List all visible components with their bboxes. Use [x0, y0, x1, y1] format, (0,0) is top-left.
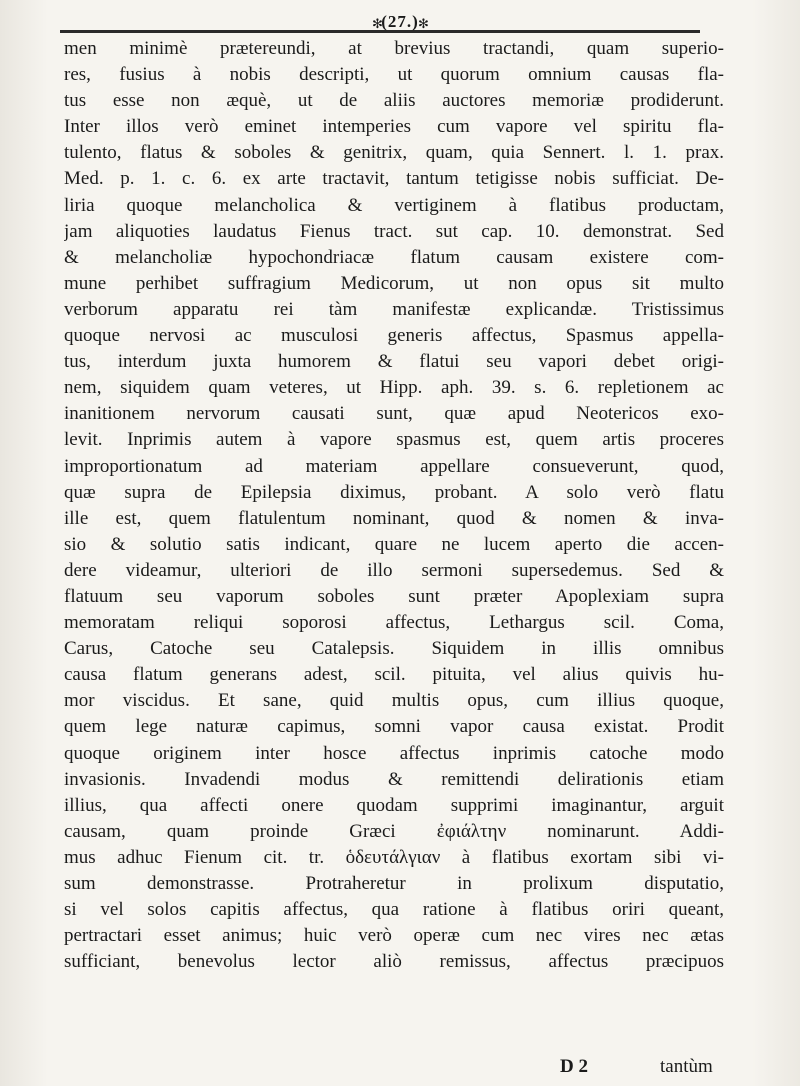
text-line: mor viscidus. Et sane, quid multis opus, cum illius quoque,	[64, 690, 724, 712]
text-line: verborum apparatu rei tàm manifestæ explicandæ. Tristissimus	[64, 298, 724, 320]
page-header	[0, 6, 800, 34]
text-line: men minimè prætereundi, at brevius tractandi, quam superio-	[64, 38, 724, 59]
text-line: invasionis. Invadendi modus & remittendi delirationis etiam	[64, 768, 724, 790]
text-line: quoque originem inter hosce affectus inprimis catoche modo	[64, 742, 724, 764]
text-line: causa flatum generans adest, scil. pituita, vel alius quivis hu-	[64, 664, 724, 686]
text-line: & melancholiæ hypochondriacæ flatum causam existere com-	[64, 246, 724, 268]
catchword: tantùm	[660, 1056, 713, 1077]
text-line: illius, qua affecti onere quodam supprimi imaginantur, arguit	[64, 794, 724, 816]
text-line: sio & solutio satis indicant, quare ne lucem aperto die accen-	[64, 533, 724, 555]
text-line: dere videamur, ulteriori de illo sermoni supersedemus. Sed &	[64, 559, 724, 581]
ornament-right-icon: ✻	[418, 16, 429, 31]
text-line: tulento, flatus & soboles & genitrix, quam, quia Sennert. l. 1. prax.	[64, 142, 724, 164]
text-line: jam aliquoties laudatus Fienus tract. sut cap. 10. demonstrat. Sed	[64, 220, 724, 242]
text-line: levit. Inprimis autem à vapore spasmus est, quem artis proceres	[64, 429, 724, 451]
text-line: Med. p. 1. c. 6. ex arte tractavit, tantum tetigisse nobis sufficiat. De-	[64, 168, 724, 190]
text-line: causam, quam proinde Græci ἐφιάλτην nominarunt. Addi-	[64, 820, 724, 842]
text-line: improportionatum ad materiam appellare consueverunt, quod,	[64, 455, 724, 477]
text-line: Carus, Catoche seu Catalepsis. Siquidem in illis omnibus	[64, 638, 724, 660]
ornament-left-icon: ✻	[372, 16, 383, 31]
text-line: tus, interdum juxta humorem & flatui seu vapori debet origi-	[64, 351, 724, 373]
text-line: mus adhuc Fienum cit. tr. ὁδευτάλγιαν à flatibus exortam sibi vi-	[64, 846, 724, 868]
text-line: mune perhibet suffragium Medicorum, ut non opus sit multo	[64, 272, 724, 294]
text-line: quæ supra de Epilepsia diximus, probant. A solo verò flatu	[64, 481, 724, 503]
text-line: inanitionem nervorum causati sunt, quæ apud Neotericos exo-	[64, 403, 724, 425]
text-line: flatuum seu vaporum soboles sunt præter Apoplexiam supra	[64, 585, 724, 607]
text-line: quoque nervosi ac musculosi generis affectus, Spasmus appella-	[64, 325, 724, 347]
text-line: Inter illos verò eminet intemperies cum vapore vel spiritu fla-	[64, 116, 724, 138]
page-number: (27.)	[381, 12, 419, 31]
text-line: sum demonstrasse. Protraheretur in prolixum disputatio,	[64, 873, 724, 894]
text-line: sufficiant, benevolus lector aliò remissus, affectus præcipuos	[64, 951, 724, 973]
text-line: quem lege naturæ capimus, somni vapor causa existat. Prodit	[64, 716, 724, 738]
text-line: tus esse non æquè, ut de aliis auctores memoriæ prodiderunt.	[64, 90, 724, 112]
text-line: si vel solos capitis affectus, qua ratione à flatibus oriri queant,	[64, 899, 724, 921]
text-line: memoratam reliqui soporosi affectus, Lethargus scil. Coma,	[64, 612, 724, 634]
text-line: liria quoque melancholica & vertiginem à flatibus productam,	[64, 194, 724, 216]
text-line: ille est, quem flatulentum nominant, quod & nomen & inva-	[64, 507, 724, 529]
text-line: pertractari esset animus; huic verò operæ cum nec vires nec ætas	[64, 925, 724, 947]
text-line: res, fusius à nobis descripti, ut quorum omnium causas fla-	[64, 64, 724, 86]
text-line: nem, siquidem quam veteres, ut Hipp. aph. 39. s. 6. repletionem ac	[64, 377, 724, 399]
signature-mark: D 2	[560, 1056, 588, 1077]
body-text	[64, 36, 724, 975]
